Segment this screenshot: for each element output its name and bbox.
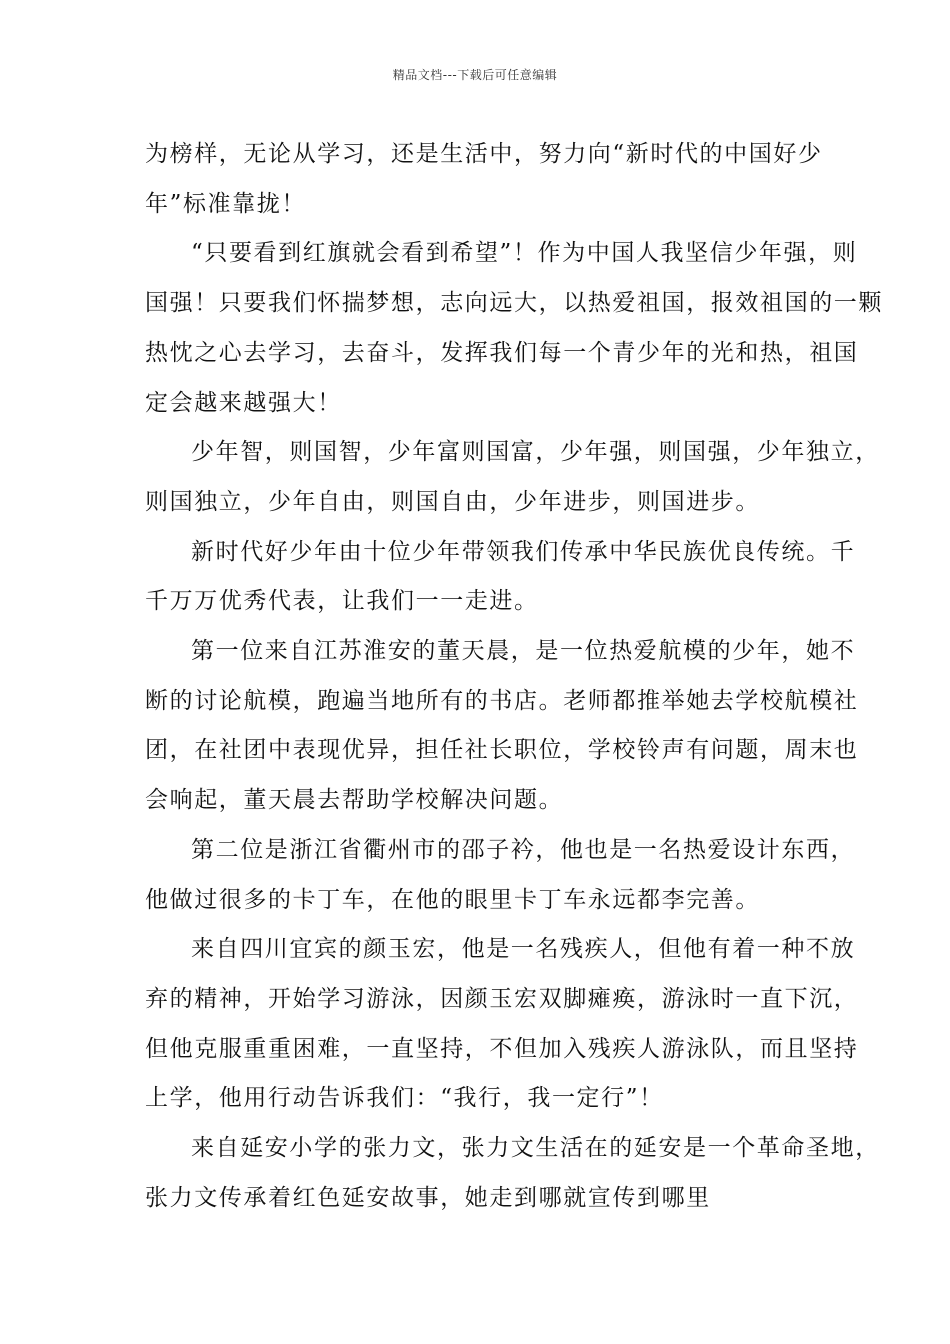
text-line: 为榜样，无论从学习，还是生活中，努力向“新时代的中国好少 bbox=[145, 141, 823, 167]
paragraph-2 bbox=[145, 229, 883, 428]
paragraph-4 bbox=[145, 528, 856, 627]
text-line: “只要看到红旗就会看到希望”！作为中国人我坚信少年强，则 bbox=[191, 240, 858, 267]
text-line: 第二位是浙江省衢州市的邵子衿，他也是一名热爱设计东西， bbox=[191, 836, 856, 863]
document-body bbox=[145, 130, 883, 1223]
text-line: 但他克服重重困难，一直坚持，不但加入残疾人游泳队，而且坚持 bbox=[145, 1035, 859, 1062]
text-line: 新时代好少年由十位少年带领我们传承中华民族优良传统。千 bbox=[191, 538, 856, 565]
text-line: 上学，他用行动告诉我们：“我行，我一定行”！ bbox=[145, 1085, 664, 1112]
text-line: 会响起，董天晨去帮助学校解决问题。 bbox=[145, 787, 564, 814]
text-line: 则国独立，少年自由，则国自由，少年进步，则国进步。 bbox=[145, 488, 760, 515]
text-line: 来自四川宜宾的颜玉宏，他是一名残疾人，但他有着一种不放 bbox=[191, 936, 856, 963]
text-line: 弃的精神，开始学习游泳，因颜玉宏双脚瘫痪，游泳时一直下沉， bbox=[145, 985, 859, 1012]
text-line: 年”标准靠拢！ bbox=[145, 190, 306, 217]
paragraph-7 bbox=[145, 925, 859, 1124]
paragraph-6 bbox=[145, 826, 856, 925]
text-line: 国强！只要我们怀揣梦想，志向远大，以热爱祖国，报效祖国的一颗 bbox=[145, 290, 883, 317]
paragraph-1 bbox=[145, 130, 825, 229]
text-line: 第一位来自江苏淮安的董天晨，是一位热爱航模的少年，她不 bbox=[191, 638, 856, 665]
text-line: 定会越来越强大！ bbox=[145, 389, 342, 416]
paragraph-5 bbox=[145, 627, 859, 826]
text-line: 热忱之心去学习，去奋斗，发挥我们每一个青少年的光和热，祖国 bbox=[145, 339, 859, 366]
text-line: 张力文传承着红色延安故事，她走到哪就宣传到哪里 bbox=[145, 1184, 711, 1211]
paragraph-3 bbox=[145, 428, 880, 527]
text-line: 断的讨论航模，跑遍当地所有的书店。老师都推举她去学校航模社 bbox=[145, 687, 859, 714]
text-line: 他做过很多的卡丁车，在他的眼里卡丁车永远都李完善。 bbox=[145, 886, 760, 913]
page-header: 精品文档---下载后可任意编辑 bbox=[392, 68, 558, 82]
text-line: 团，在社团中表现优异，担任社长职位，学校铃声有问题，周末也 bbox=[145, 737, 859, 764]
text-line: 来自延安小学的张力文，张力文生活在的延安是一个革命圣地， bbox=[191, 1135, 880, 1162]
text-line: 千万万优秀代表，让我们一一走进。 bbox=[145, 588, 539, 615]
text-line: 少年智，则国智，少年富则国富，少年强，则国强，少年独立， bbox=[191, 439, 880, 466]
paragraph-8 bbox=[145, 1124, 880, 1223]
